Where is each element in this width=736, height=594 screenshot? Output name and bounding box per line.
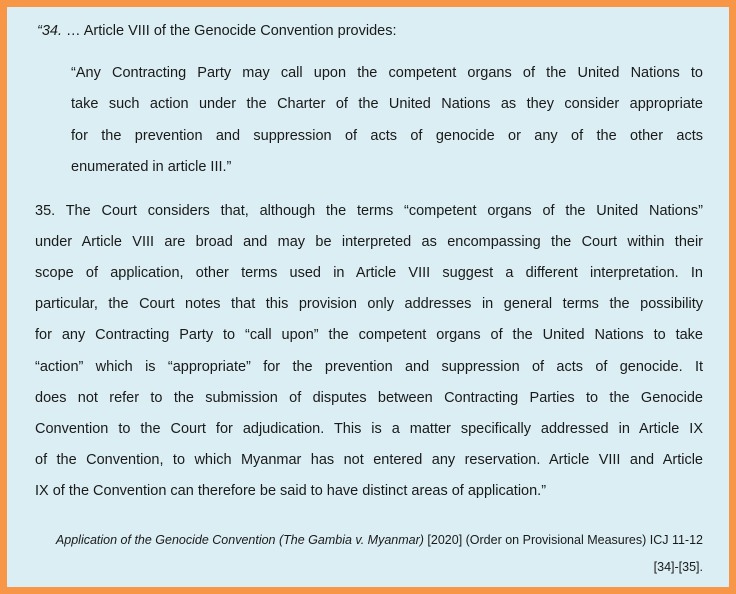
text-line: for the prevention and suppression of acts of genocide or any of the other acts — [71, 127, 703, 144]
text-line: of the Convention, to which Myanmar has not entered any reservation. Article VIII and Article — [35, 451, 703, 468]
text-line: for any Contracting Party to “call upon” the competent organs of the United Nations to take — [35, 327, 703, 344]
text-line: Convention to the Court for adjudication. This is a matter specifically addressed in Article IX — [35, 420, 703, 437]
text-line: particular, the Court notes that this provision only addresses in general terms the possibility — [35, 296, 703, 313]
text-line: “action” which is “appropriate” for the prevention and suppression of acts of genocide. It — [35, 358, 703, 375]
text-line: IX of the Convention can therefore be said to have distinct areas of application.” — [35, 482, 547, 499]
para-34-number: “34. — [37, 23, 62, 39]
quote-box — [7, 7, 729, 587]
citation-details: [2020] (Order on Provisional Measures) ICJ 11-12 — [423, 533, 703, 547]
citation-pinpoint: [34]-[35]. — [653, 560, 703, 574]
text-line: “Any Contracting Party may call upon the competent organs of the United Nations to — [71, 65, 703, 81]
para-34-intro — [37, 21, 396, 41]
citation — [56, 531, 703, 549]
text-line: enumerated in article III.” — [71, 158, 232, 175]
text-line: under Article VIII are broad and may be interpreted as encompassing the Court within their — [35, 234, 703, 251]
text-line: take such action under the Charter of the United Nations as they consider appropriate — [71, 96, 703, 113]
para-34-intro-text: … Article VIII of the Genocide Convention provides: — [62, 23, 397, 39]
text-line: does not refer to the submission of disputes between Contracting Parties to the Genocide — [35, 389, 703, 406]
text-line: scope of application, other terms used in Article VIII suggest a different interpretation. In — [35, 265, 703, 282]
citation-case-name: Application of the Genocide Convention (The Gambia v. Myanmar) — [55, 533, 424, 547]
text-line: 35. The Court considers that, although the terms “competent organs of the United Nations” — [35, 203, 703, 219]
